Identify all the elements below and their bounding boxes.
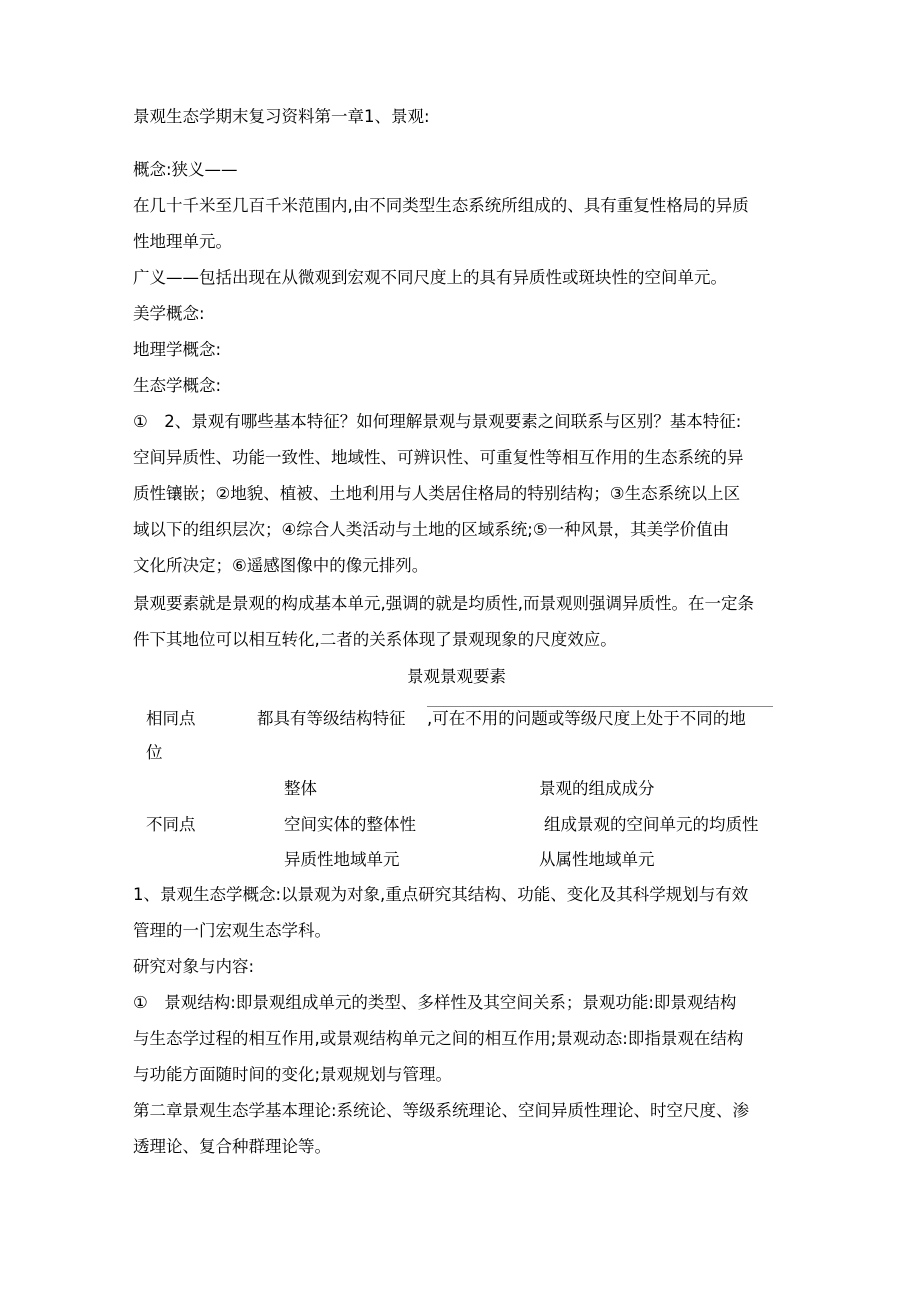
table-rule: [427, 706, 773, 707]
research-content-line-2: 与生态学过程的相互作用,或景观结构单元之间的相互作用;景观动态:即指景观在结构: [133, 1029, 744, 1048]
research-content-line-3: 与功能方面随时间的变化;景观规划与管理。: [133, 1065, 453, 1084]
research-content-line-1: ① 景观结构:即景观组成单元的类型、多样性及其空间关系；景观功能:即景观结构: [133, 993, 737, 1012]
document-heading: 景观生态学期末复习资料第一章1、景观:: [133, 107, 430, 126]
same-points-text-b: ,可在不用的问题或等级尺度上处于不同的地: [427, 709, 746, 728]
question-2-line-2: 空间异质性、功能一致性、地域性、可辨识性、可重复性等相互作用的生态系统的异: [133, 448, 744, 467]
question-2-line-1: ① 2、景观有哪些基本特征？如何理解景观与景观要素之间联系与区别？基本特征:: [133, 412, 742, 431]
aesthetic-concept-label: 美学概念:: [133, 304, 205, 323]
different-points-label: 不同点: [146, 815, 196, 834]
narrow-concept-label: 概念:狭义——: [133, 160, 238, 179]
geography-concept-label: 地理学概念:: [133, 340, 222, 359]
landscape-ecology-definition-line-1: 1、景观生态学概念:以景观为对象,重点研究其结构、功能、变化及其科学规划与有效: [133, 885, 749, 904]
landscape-row-2: 空间实体的整体性: [284, 815, 416, 834]
same-points-text-wrap: 位: [146, 743, 163, 762]
chapter-2-line-2: 透理论、复合种群理论等。: [133, 1137, 331, 1156]
broad-concept-text: 广义——包括出现在从微观到宏观不同尺度上的具有异质性或斑块性的空间单元。: [133, 268, 727, 287]
chapter-2-line-1: 第二章景观生态学基本理论:系统论、等级系统理论、空间异质性理论、时空尺度、渗: [133, 1101, 750, 1120]
landscape-row-1: 整体: [284, 779, 317, 798]
question-2-line-5: 文化所决定；⑥遥感图像中的像元排列。: [133, 556, 429, 575]
comparison-table-header: 景观景观要素: [407, 667, 506, 686]
landscape-ecology-definition-line-2: 管理的一门宏观生态学科。: [133, 921, 331, 940]
research-objects-label: 研究对象与内容:: [133, 957, 255, 976]
question-2-line-4: 域以下的组织层次；④综合人类活动与土地的区域系统;⑤一种风景，其美学价值由: [133, 520, 730, 539]
narrow-concept-text-line-2: 性地理单元。: [133, 232, 232, 251]
same-points-text-a: 都具有等级结构特征: [257, 709, 406, 728]
landscape-element-line-2: 件下其地位可以相互转化,二者的关系体现了景观现象的尺度效应。: [133, 630, 617, 649]
element-row-3: 从属性地域单元: [539, 850, 655, 869]
ecology-concept-label: 生态学概念:: [133, 376, 222, 395]
same-points-label: 相同点: [146, 709, 196, 728]
question-2-line-3: 质性镶嵌；②地貌、植被、土地利用与人类居住格局的特别结构；③生态系统以上区: [133, 484, 741, 503]
landscape-element-line-1: 景观要素就是景观的构成基本单元,强调的就是均质性,而景观则强调异质性。在一定条: [133, 594, 754, 613]
landscape-row-3: 异质性地域单元: [284, 850, 400, 869]
element-row-1: 景观的组成成分: [539, 779, 655, 798]
element-row-2: 组成景观的空间单元的均质性: [544, 815, 759, 834]
narrow-concept-text-line-1: 在几十千米至几百千米范围内,由不同类型生态系统所组成的、具有重复性格局的异质: [133, 196, 749, 215]
